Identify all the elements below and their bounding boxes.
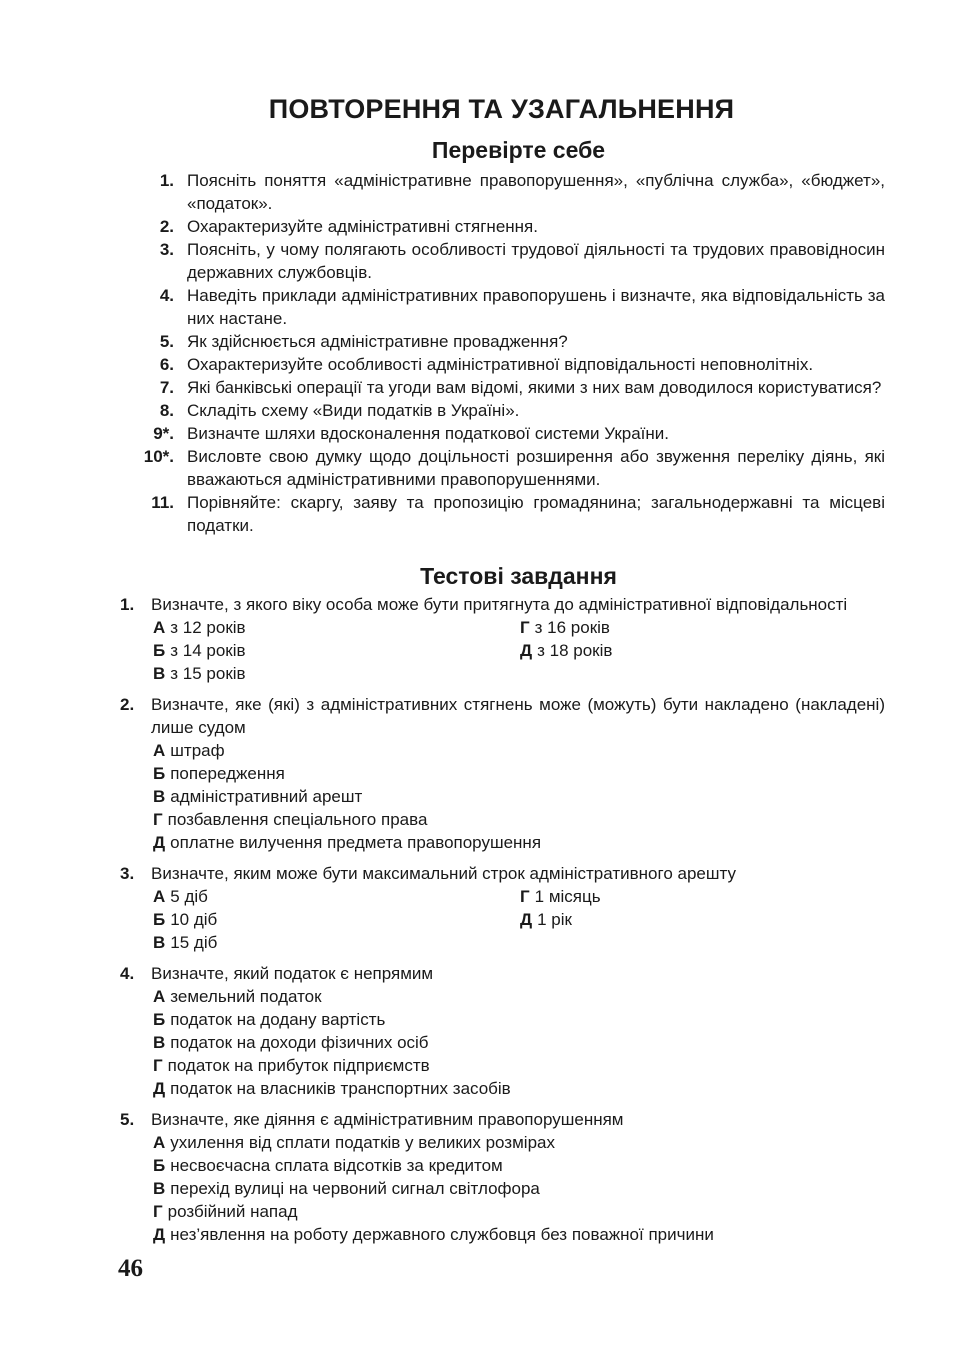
option-text: 10 діб	[170, 910, 218, 929]
test-number: 5.	[120, 1110, 135, 1129]
answer-option	[520, 908, 850, 931]
review-question	[140, 238, 885, 284]
review-question	[140, 330, 885, 353]
option-text: податок на додану вартість	[170, 1010, 386, 1029]
question-text: Які банківські операції та угоди вам відомі, якими з них вам доводилося користуватися?	[187, 378, 882, 397]
review-questions-list	[140, 169, 885, 537]
test-question-text: Визначте, який податок є непрямим	[151, 964, 434, 983]
option-text: несвоєчасна сплата відсотків за кредитом	[170, 1156, 503, 1175]
question-number: 3.	[159, 240, 174, 259]
option-letter: Д	[153, 833, 166, 852]
option-letter: А	[153, 1133, 166, 1152]
option-letter: Д	[520, 641, 533, 660]
option-text: 1 місяць	[534, 887, 601, 906]
test-number: 3.	[120, 864, 135, 883]
answer-option	[153, 1177, 885, 1200]
answer-option	[153, 762, 885, 785]
option-text: розбійний напад	[167, 1202, 298, 1221]
question-number: 2.	[159, 217, 174, 236]
question-number: 6.	[159, 355, 174, 374]
test-question-text: Визначте, з якого віку особа може бути притягнута до адміністративної відповідальності	[151, 595, 848, 614]
answer-option	[153, 1008, 885, 1031]
answer-option	[153, 662, 520, 685]
option-letter: А	[153, 618, 166, 637]
test-question	[120, 1108, 885, 1131]
test-task	[120, 862, 885, 954]
question-number: 4.	[159, 286, 174, 305]
option-text: з 15 років	[170, 664, 246, 683]
test-task	[120, 962, 885, 1100]
test-question	[120, 693, 885, 739]
question-text: Поясніть, у чому полягають особливості трудової діяльності та трудових правовідносин державних службовців.	[187, 240, 885, 282]
question-text: Охарактеризуйте особливості адміністративної відповідальності неповнолітніх.	[187, 355, 814, 374]
test-question-text: Визначте, яке (які) з адміністративних стягнень може (можуть) бути накладено (накладені) лише судом	[151, 695, 885, 737]
test-question	[120, 593, 885, 616]
option-letter: Г	[520, 618, 530, 637]
answer-option	[153, 808, 885, 831]
answer-option	[153, 639, 520, 662]
option-letter: В	[153, 664, 166, 683]
question-text: Висловте свою думку щодо доцільності розширення або звуження переліку діянь, які вважаються адміністративними правопорушеннями.	[187, 447, 885, 489]
option-text: з 12 років	[170, 618, 246, 637]
answer-option	[153, 1154, 885, 1177]
option-text: податок на власників транспортних засобів	[170, 1079, 511, 1098]
option-text: з 18 років	[537, 641, 613, 660]
test-task	[120, 1108, 885, 1246]
answer-option	[153, 831, 885, 854]
option-letter: А	[153, 741, 166, 760]
review-question	[140, 284, 885, 330]
option-text: земельний податок	[170, 987, 322, 1006]
answer-option	[153, 1200, 885, 1223]
answer-option	[153, 1054, 885, 1077]
option-text: адміністративний арешт	[170, 787, 363, 806]
question-text: Поясніть поняття «адміністративне правопорушення», «публічна служба», «бюджет», «податок».	[187, 171, 885, 213]
option-text: штраф	[170, 741, 225, 760]
option-letter: В	[153, 787, 166, 806]
test-question	[120, 862, 885, 885]
question-number: 8.	[159, 401, 174, 420]
option-letter: Б	[153, 641, 166, 660]
option-text: податок на доходи фізичних осіб	[170, 1033, 429, 1052]
question-number: 11.	[151, 493, 174, 512]
answer-option	[153, 739, 885, 762]
answer-option	[153, 616, 520, 639]
check-yourself-heading: Перевірте себе	[431, 137, 606, 163]
option-letter: В	[153, 933, 166, 952]
option-letter: Б	[153, 1156, 166, 1175]
test-task	[120, 693, 885, 854]
option-letter: Г	[153, 810, 163, 829]
answer-option	[520, 639, 850, 662]
review-question	[140, 399, 885, 422]
option-letter: В	[153, 1179, 166, 1198]
option-letter: Г	[153, 1056, 163, 1075]
answer-option	[520, 616, 850, 639]
option-letter: Б	[153, 910, 166, 929]
question-text: Як здійснюється адміністративне провадження?	[187, 332, 568, 351]
answer-options	[153, 985, 885, 1100]
option-letter: Д	[153, 1079, 166, 1098]
answer-option	[153, 1031, 885, 1054]
question-text: Складіть схему «Види податків в Україні».	[187, 401, 520, 420]
page-title: ПОВТОРЕННЯ ТА УЗАГАЛЬНЕННЯ	[268, 94, 735, 124]
option-text: з 14 років	[170, 641, 246, 660]
answer-options	[153, 739, 885, 854]
test-number: 1.	[120, 595, 135, 614]
option-text: попередження	[170, 764, 285, 783]
option-letter: Г	[153, 1202, 163, 1221]
review-question	[140, 445, 885, 491]
answer-option	[153, 931, 520, 954]
option-text: 1 рік	[537, 910, 572, 929]
review-question	[140, 491, 885, 537]
question-number: 5.	[159, 332, 174, 351]
test-number: 2.	[120, 695, 135, 714]
review-question	[140, 169, 885, 215]
option-letter: А	[153, 887, 166, 906]
question-number: 7.	[159, 378, 174, 397]
test-question	[120, 962, 885, 985]
answer-option	[153, 785, 885, 808]
question-text: Визначте шляхи вдосконалення податкової системи України.	[187, 424, 669, 443]
option-text: 15 діб	[170, 933, 218, 952]
review-question	[140, 376, 885, 399]
question-number: 9*.	[153, 424, 174, 443]
option-letter: В	[153, 1033, 166, 1052]
question-text: Наведіть приклади адміністративних правопорушень і визначте, яка відповідальність за них настане.	[187, 286, 885, 328]
option-text: 5 діб	[170, 887, 208, 906]
option-text: перехід вулиці на червоний сигнал світлофора	[170, 1179, 540, 1198]
option-letter: Г	[520, 887, 530, 906]
question-number: 1.	[159, 171, 174, 190]
option-text: позбавлення спеціального права	[167, 810, 428, 829]
option-letter: Д	[153, 1225, 166, 1244]
review-question	[140, 215, 885, 238]
option-text: з 16 років	[534, 618, 610, 637]
answer-option	[153, 885, 520, 908]
option-text: податок на прибуток підприємств	[167, 1056, 430, 1075]
answer-option	[520, 885, 850, 908]
answer-options	[153, 616, 885, 685]
test-question-text: Визначте, яке діяння є адміністративним правопорушенням	[151, 1110, 624, 1129]
question-number: 10*.	[143, 447, 174, 466]
review-question	[140, 422, 885, 445]
option-text: ухилення від сплати податків у великих розмірах	[170, 1133, 555, 1152]
answer-option	[153, 1223, 885, 1246]
option-letter: Д	[520, 910, 533, 929]
review-question	[140, 353, 885, 376]
answer-option	[153, 1131, 885, 1154]
test-number: 4.	[120, 964, 135, 983]
question-text: Порівняйте: скаргу, заяву та пропозицію громадянина; загальнодержавні та місцеві податки.	[187, 493, 885, 535]
test-task	[120, 593, 885, 685]
page-number: 46	[118, 1255, 143, 1282]
test-tasks-list	[120, 593, 885, 1254]
answer-option	[153, 985, 885, 1008]
option-letter: Б	[153, 1010, 166, 1029]
answer-options	[153, 1131, 885, 1246]
test-tasks-heading: Тестові завдання	[420, 563, 617, 589]
answer-options	[153, 885, 885, 954]
answer-option	[153, 908, 520, 931]
option-letter: Б	[153, 764, 166, 783]
question-text: Охарактеризуйте адміністративні стягнення.	[187, 217, 538, 236]
option-text: оплатне вилучення предмета правопорушення	[170, 833, 542, 852]
option-letter: А	[153, 987, 166, 1006]
test-question-text: Визначте, яким може бути максимальний строк адміністративного арешту	[151, 864, 736, 883]
answer-option	[153, 1077, 885, 1100]
option-text: нез’явлення на роботу державного службовця без поважної причини	[170, 1225, 714, 1244]
